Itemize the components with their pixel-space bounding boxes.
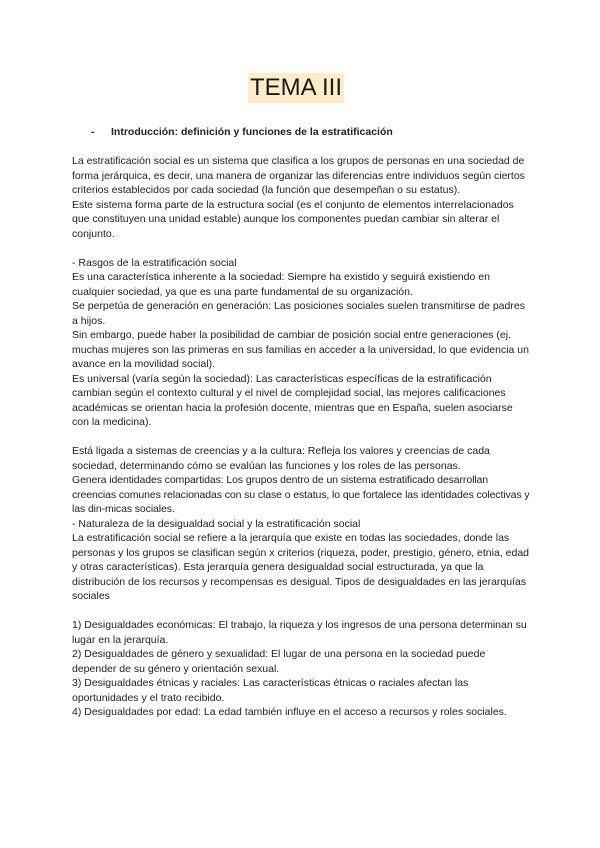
paragraph-hierarchy: La estratificación social se refiere a la jerarquía que existe en todas las sociedades, donde las personas y los grupos se clasifican según x criterios (riqueza, poder, prestigio, género, etnia, edad y otras características). Esta jerarquía genera desigualdad social estructurada, ya que la distribución de los recursos y recompensas es desigual. Tipos de desigualdades en las jerarquías sociales (72, 532, 530, 602)
intro-heading (91, 125, 393, 139)
intro-bullet: - (91, 126, 95, 138)
list-item-economic: 1) Desigualdades económicas: El trabajo, la riqueza y los ingresos de una persona determinan su lugar en la jerarquía. (72, 619, 527, 646)
section-heading-nature: - Naturaleza de la desigualdad social y la estratificación social (72, 517, 361, 530)
section-heading-traits: - Rasgos de la estratificación social (72, 256, 237, 269)
list-item-gender: 2) Desigualdades de género y sexualidad: El lugar de una persona en la sociedad puede depender de su género y orientación sexual. (72, 648, 486, 675)
paragraph-universal: Es universal (varía según la sociedad): Las características específicas de la estratificación cambian según el contexto cultural y el nivel de complejidad social, las mejores calificaciones académicas se orientan hacia la profesión docente, mientras que en España, suelen asociarse con la medicina). (72, 372, 513, 428)
paragraph-gap (72, 430, 532, 445)
paragraph-gap (72, 604, 532, 619)
paragraph-gap (72, 241, 532, 256)
page-title: TEMA III (250, 74, 343, 101)
list-item-ethnic: 3) Desigualdades étnicas y raciales: Las características étnicas o raciales afectan las oportunidades y el trato recibido. (72, 677, 469, 704)
paragraph-social-structure: Este sistema forma parte de la estructura social (es el conjunto de elementos interrelacionados que constituyen una unidad estable) aunque los componentes puedan cambiar sin alterar el conjunto. (72, 198, 514, 240)
document-body (72, 154, 532, 720)
paragraph-inherent: Es una característica inherente a la sociedad: Siempre ha existido y seguirá existiendo en cualquier sociedad, ya que es una parte fundamental de su organización. (72, 271, 490, 298)
paragraph-mobility: Sin embargo, puede haber la posibilidad de cambiar de posición social entre generaciones (ej. muchas mujeres son las primeras en sus familias en acceder a la universidad, lo que evidencia un avance en la movilidad social). (72, 329, 529, 370)
paragraph-beliefs: Está ligada a sistemas de creencias y a la cultura: Refleja los valores y creencias de cada sociedad, determinando cómo se evalúan las funciones y los roles de las personas. (72, 445, 490, 472)
paragraph-identities: Genera identidades compartidas: Los grupos dentro de un sistema estratificado desarrollan creencias comunes relacionadas con su clase o estatus, lo que fortalece las identidades colectivas y las din-micas sociales. (72, 474, 530, 515)
paragraph-perpetuates: Se perpetúa de generación en generación: Las posiciones sociales suelen transmitirse de padres a hijos. (72, 300, 525, 327)
paragraph-definition: La estratificación social es un sistema que clasifica a los grupos de personas en una sociedad de forma jerárquica, es decir, una manera de organizar las diferencias entre individuos según ciertos criterios establecidos por cada sociedad (la función que desempeñan o su estatus). (72, 155, 525, 196)
list-item-age: 4) Desigualdades por edad: La edad también influye en el acceso a recursos y roles sociales. (72, 706, 507, 718)
intro-heading-text: Introducción: definición y funciones de la estratificación (111, 126, 393, 138)
